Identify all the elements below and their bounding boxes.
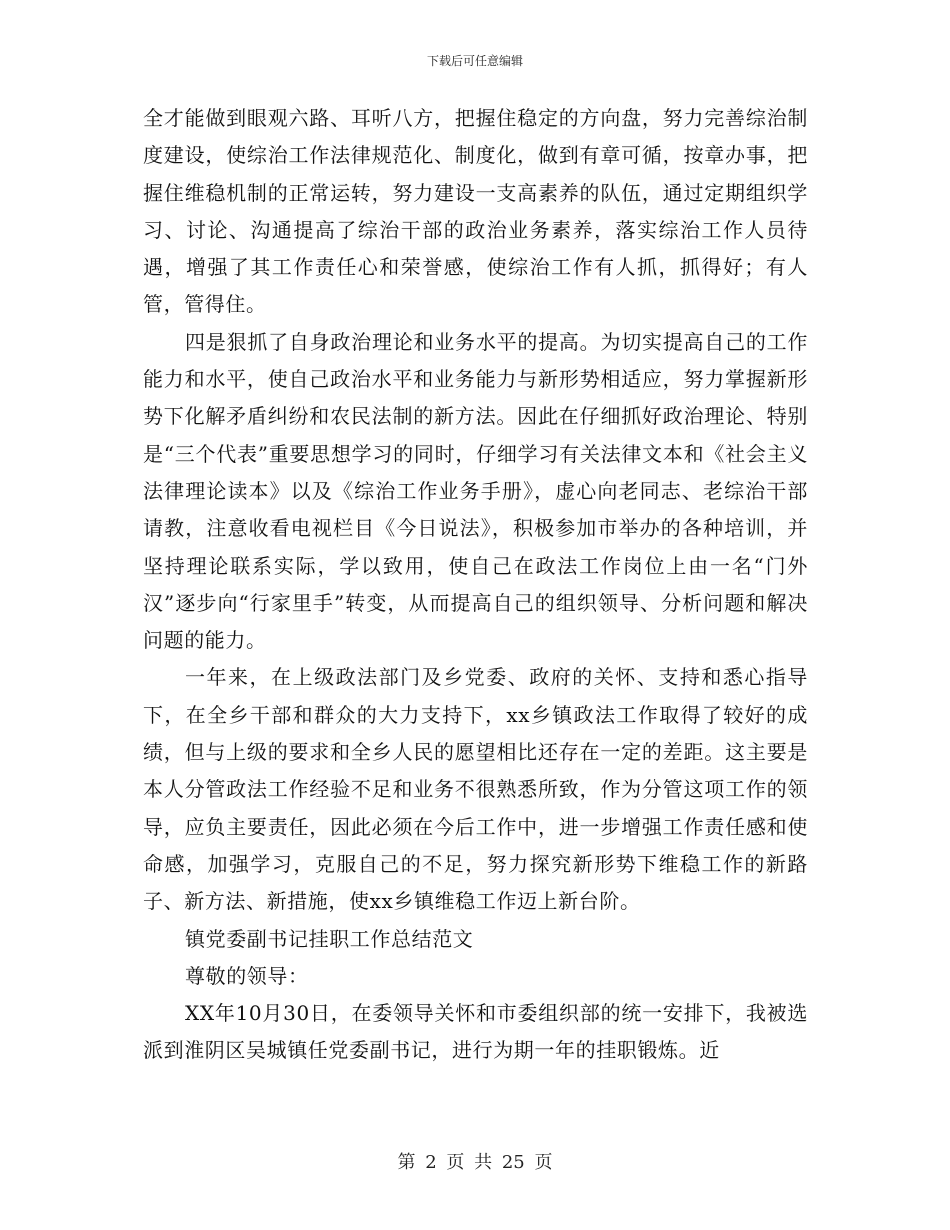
document-body: [143, 100, 808, 1070]
page-number-footer: 第 2 页 共 25 页: [397, 1152, 553, 1173]
paragraph-continuation: 全才能做到眼观六路、耳听八方，把握住稳定的方向盘，努力完善综治制度建设，使综治工作法律规范化、制度化，做到有章可循，按章办事，把握住维稳机制的正常运转，努力建设一支高素养的队伍，通过定期组织学习、讨论、沟通提高了综治干部的政治业务素养，落实综治工作人员待遇，增强了其工作责任心和荣誉感，使综治工作有人抓，抓得好；有人管，管得住。: [143, 106, 808, 317]
section-title: 镇党委副书记挂职工作总结范文: [185, 926, 474, 951]
paragraph-point-four: 四是狠抓了自身政治理论和业务水平的提高。为切实提高自己的工作能力和水平，使自己政治水平和业务能力与新形势相适应，努力掌握新形势下化解矛盾纠纷和农民法制的新方法。因此在仔细抓好政治理论、特别是“三个代表”重要思想学习的同时，仔细学习有关法律文本和《社会主义法律理论读本》以及《综治工作业务手册》，虚心向老同志、老综治干部请教，注意收看电视栏目《今日说法》，积极参加市举办的各种培训，并坚持理论联系实际，学以致用，使自己在政法工作岗位上由一名“门外汉”逐步向“行家里手”转变，从而提高自己的组织领导、分析问题和解决问题的能力。: [143, 329, 808, 653]
paragraph-year-summary: 一年来，在上级政法部门及乡党委、政府的关怀、支持和悉心指导下，在全乡干部和群众的大力支持下，xx乡镇政法工作取得了较好的成绩，但与上级的要求和全乡人民的愿望相比还存在一定的差距。这主要是本人分管政法工作经验不足和业务不很熟悉所致，作为分管这项工作的领导，应负主要责任，因此必须在今后工作中，进一步增强工作责任感和使命感，加强学习，克服自己的不足，努力探究新形势下维稳工作的新路子、新方法、新措施，使xx乡镇维稳工作迈上新台阶。: [143, 665, 808, 914]
salutation: 尊敬的领导：: [185, 963, 309, 988]
page-header: 下载后可任意编辑: [426, 54, 523, 68]
paragraph-intro: XX年10月30日，在委领导关怀和市委组织部的统一安排下，我被选派到淮阴区吴城镇任党委副书记，进行为期一年的挂职锻炼。近: [143, 1001, 808, 1063]
